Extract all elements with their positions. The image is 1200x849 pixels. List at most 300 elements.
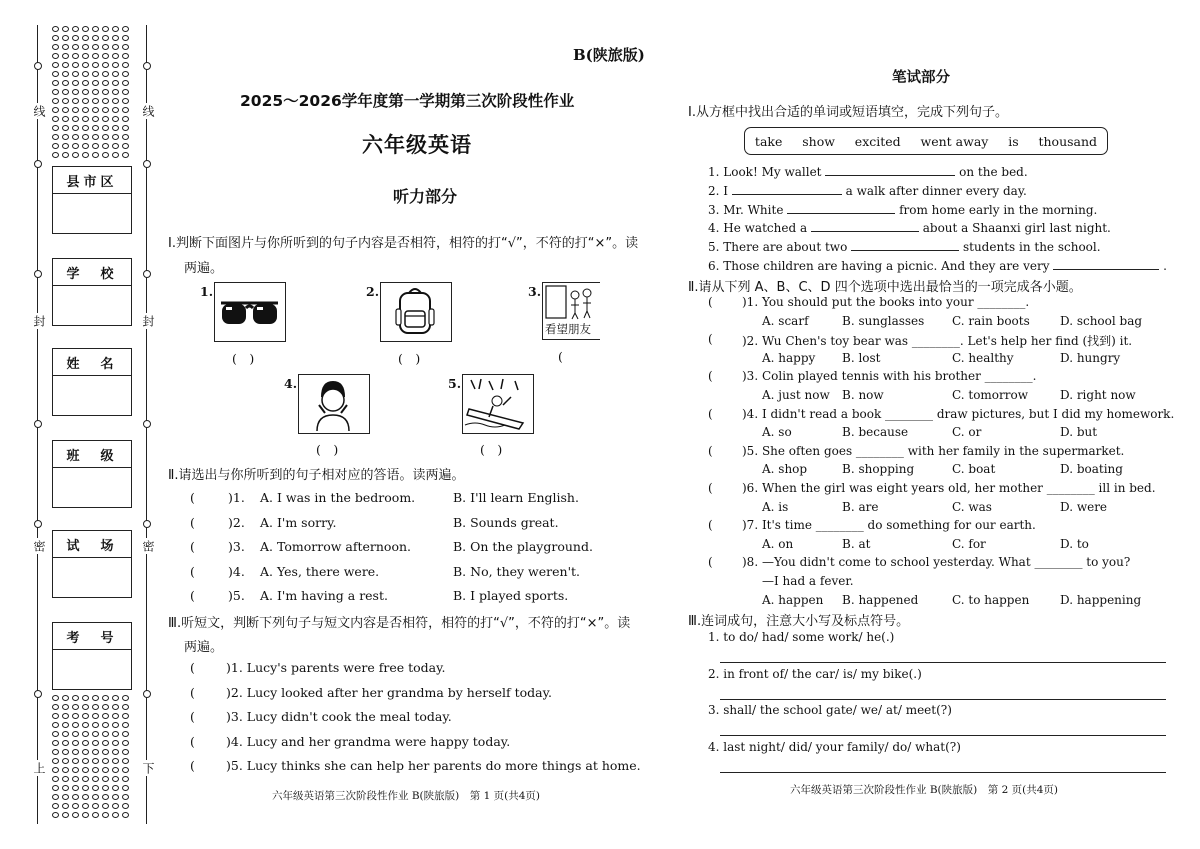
dot bbox=[92, 143, 99, 149]
choice-option[interactable]: B. sunglasses bbox=[842, 313, 925, 328]
dot bbox=[72, 107, 79, 113]
field-class[interactable] bbox=[52, 440, 132, 508]
dot bbox=[122, 776, 129, 782]
dot bbox=[62, 35, 69, 41]
answer-paren[interactable]: ( bbox=[708, 555, 713, 570]
dot bbox=[112, 44, 119, 50]
answer-paren[interactable]: ( bbox=[190, 490, 195, 505]
dot bbox=[122, 704, 129, 710]
dot bbox=[82, 785, 89, 791]
sentence-start: 4. He watched a bbox=[708, 221, 808, 236]
dot bbox=[72, 704, 79, 710]
dot bbox=[62, 785, 69, 791]
dot bbox=[72, 89, 79, 95]
dot bbox=[52, 116, 59, 122]
dot bbox=[62, 89, 69, 95]
dot bbox=[102, 143, 109, 149]
dot bbox=[112, 98, 119, 104]
dot bbox=[82, 62, 89, 68]
dot bbox=[92, 35, 99, 41]
dot bbox=[82, 35, 89, 41]
dot bbox=[92, 89, 99, 95]
dot bbox=[62, 767, 69, 773]
choice-option[interactable]: C. healthy bbox=[952, 350, 1014, 365]
choice-option[interactable]: C. for bbox=[952, 536, 986, 551]
dot bbox=[112, 116, 119, 122]
choice-option[interactable]: A. so bbox=[762, 425, 792, 440]
dot bbox=[102, 740, 109, 746]
instruction-listening-2: Ⅱ.请选出与你所听到的句子相对应的答语。读两遍。 bbox=[168, 468, 465, 483]
answer-blank[interactable] bbox=[825, 164, 955, 176]
answer-paren[interactable]: ( bbox=[190, 514, 195, 530]
schoolbag-icon bbox=[380, 282, 452, 342]
choice-option[interactable]: D. happening bbox=[1060, 592, 1142, 607]
choice-option[interactable]: D. hungry bbox=[1060, 350, 1121, 365]
dot bbox=[92, 758, 99, 764]
dot bbox=[102, 713, 109, 719]
binding-hole bbox=[34, 690, 42, 698]
dot bbox=[92, 116, 99, 122]
answer-blank[interactable] bbox=[787, 202, 895, 214]
field-label: 县市区 bbox=[53, 167, 131, 194]
dot bbox=[112, 722, 119, 728]
dot bbox=[102, 767, 109, 773]
dot bbox=[102, 26, 109, 32]
dot bbox=[62, 713, 69, 719]
dot bbox=[82, 134, 89, 140]
dot bbox=[72, 785, 79, 791]
dot bbox=[112, 695, 119, 701]
dot bbox=[52, 143, 59, 149]
instruction-written-2: Ⅱ.请从下列 A、B、C、D 四个选项中选出最恰当的一项完成各小题。 bbox=[688, 280, 1082, 295]
dot bbox=[102, 776, 109, 782]
binding-hole bbox=[143, 690, 151, 698]
answer-paren[interactable]: ( bbox=[190, 588, 195, 603]
dot bbox=[82, 44, 89, 50]
question-option-b: B. Sounds great. bbox=[453, 514, 559, 530]
choice-option[interactable]: A. shop bbox=[762, 462, 808, 477]
answer-paren[interactable]: ( bbox=[708, 481, 713, 495]
dot bbox=[52, 731, 59, 737]
answer-blank[interactable] bbox=[732, 183, 842, 195]
question-text: )8. —You didn't come to school yesterday. What ________ to you? bbox=[742, 555, 1131, 570]
dot bbox=[72, 125, 79, 131]
binding-hole bbox=[143, 420, 151, 428]
field-exam-room[interactable] bbox=[52, 530, 132, 598]
dot bbox=[52, 26, 59, 32]
fill-blank-sentence bbox=[708, 220, 1111, 235]
answer-blank[interactable] bbox=[811, 220, 919, 232]
answer-paren[interactable]: ( bbox=[190, 684, 195, 700]
dot bbox=[92, 812, 99, 818]
visiting-friends-icon bbox=[542, 282, 600, 340]
dot bbox=[62, 26, 69, 32]
dot bbox=[62, 134, 69, 140]
sentence-end: about a Shaanxi girl last night. bbox=[922, 221, 1111, 236]
dot bbox=[102, 794, 109, 800]
dot bbox=[52, 80, 59, 86]
dot bbox=[92, 44, 99, 50]
dot bbox=[82, 731, 89, 737]
dot bbox=[102, 98, 109, 104]
dot bbox=[92, 695, 99, 701]
field-county[interactable] bbox=[52, 166, 132, 234]
sentence-end: a walk after dinner every day. bbox=[845, 183, 1027, 198]
dot bbox=[112, 26, 119, 32]
dot bbox=[92, 740, 99, 746]
choice-option[interactable]: C. to happen bbox=[952, 592, 1030, 607]
dot bbox=[52, 794, 59, 800]
dot bbox=[82, 71, 89, 77]
page-footer-1: 六年级英语第三次阶段性作业 B(陕旅版) 第 1 页(共4页) bbox=[272, 790, 540, 802]
fill-blank-sentence bbox=[708, 258, 1167, 273]
instruction-written-1: Ⅰ.从方框中找出合适的单词或短语填空，完成下列句子。 bbox=[688, 105, 1008, 120]
choice-option[interactable]: C. tomorrow bbox=[952, 388, 1029, 402]
sentence-end: . bbox=[1163, 259, 1167, 273]
word-bank-word: take bbox=[754, 133, 783, 149]
dot bbox=[72, 749, 79, 755]
answer-line[interactable] bbox=[720, 772, 1166, 773]
answer-line[interactable] bbox=[720, 699, 1166, 700]
dot bbox=[82, 776, 89, 782]
word-bank-word: excited bbox=[854, 133, 901, 149]
dot bbox=[62, 116, 69, 122]
dot bbox=[72, 812, 79, 818]
field-label: 考 号 bbox=[53, 623, 131, 650]
dot bbox=[62, 758, 69, 764]
answer-paren[interactable]: ( bbox=[708, 406, 713, 421]
dot bbox=[72, 53, 79, 59]
reorder-prompt: 4. last night/ did/ your family/ do/ what(?) bbox=[708, 739, 961, 754]
dot bbox=[92, 53, 99, 59]
dot bbox=[112, 767, 119, 773]
picture-number: 2. bbox=[366, 284, 380, 299]
dot bbox=[72, 803, 79, 809]
choice-option[interactable]: A. happen bbox=[762, 592, 824, 607]
sentence-end: students in the school. bbox=[962, 240, 1101, 255]
choice-option[interactable]: A. happy bbox=[762, 350, 816, 365]
dot bbox=[52, 89, 59, 95]
dot bbox=[72, 62, 79, 68]
dot bbox=[122, 794, 129, 800]
answer-paren[interactable]: ( ) bbox=[398, 351, 421, 366]
dot bbox=[122, 803, 129, 809]
choice-option[interactable]: A. just now bbox=[762, 388, 830, 402]
dot bbox=[112, 713, 119, 719]
dot bbox=[102, 134, 109, 140]
dot bbox=[102, 758, 109, 764]
dot bbox=[62, 776, 69, 782]
statement-text: )5. Lucy thinks she can help her parents do more things at home. bbox=[226, 758, 641, 773]
fill-blank-sentence bbox=[708, 202, 1097, 217]
word-bank-word: thousand bbox=[1038, 133, 1098, 149]
instruction-listening-3-cont: 两遍。 bbox=[184, 640, 224, 655]
picture-number: 3. bbox=[528, 284, 542, 299]
choice-option[interactable]: B. now bbox=[842, 388, 884, 402]
question-option-b: B. On the playground. bbox=[453, 539, 593, 554]
dot bbox=[92, 722, 99, 728]
dot bbox=[112, 704, 119, 710]
field-exam-number[interactable] bbox=[52, 622, 132, 690]
dot bbox=[52, 803, 59, 809]
dot bbox=[52, 785, 59, 791]
word-bank-word: show bbox=[802, 133, 835, 149]
dot bbox=[82, 803, 89, 809]
answer-paren[interactable]: ( bbox=[558, 349, 563, 364]
field-school[interactable] bbox=[52, 258, 132, 326]
dot bbox=[82, 812, 89, 818]
sunglasses-icon bbox=[214, 282, 286, 342]
answer-blank[interactable] bbox=[851, 239, 959, 251]
subject-title: 六年级英语 bbox=[362, 133, 472, 157]
choice-option[interactable]: D. to bbox=[1060, 536, 1089, 551]
dot bbox=[72, 35, 79, 41]
dot bbox=[82, 152, 89, 158]
dot bbox=[112, 35, 119, 41]
dot bbox=[102, 731, 109, 737]
dot bbox=[122, 812, 129, 818]
binding-hole bbox=[34, 160, 42, 168]
dot bbox=[72, 695, 79, 701]
dot bbox=[72, 740, 79, 746]
dot bbox=[122, 758, 129, 764]
dot bbox=[122, 44, 129, 50]
dot bbox=[52, 776, 59, 782]
question-option-a: A. Yes, there were. bbox=[260, 563, 380, 579]
instruction-written-3: Ⅲ.连词成句，注意大小写及标点符号。 bbox=[688, 614, 910, 629]
choice-option[interactable]: C. or bbox=[952, 425, 982, 440]
sentence-start: 2. I bbox=[708, 183, 729, 198]
dot bbox=[122, 53, 129, 59]
dot bbox=[122, 71, 129, 77]
answer-paren[interactable]: ( bbox=[190, 539, 195, 554]
answer-paren[interactable]: ( bbox=[190, 563, 195, 579]
cut-label: 上 bbox=[32, 762, 46, 774]
dot bbox=[62, 143, 69, 149]
dot bbox=[122, 143, 129, 149]
question-option-a: )1. bbox=[228, 490, 245, 505]
cut-label: 线 bbox=[141, 105, 155, 117]
binding-hole bbox=[143, 520, 151, 528]
dot bbox=[112, 143, 119, 149]
dot bbox=[82, 767, 89, 773]
word-bank-box bbox=[744, 127, 1108, 155]
dot bbox=[92, 749, 99, 755]
fill-blank-sentence bbox=[708, 239, 1101, 254]
dot bbox=[62, 53, 69, 59]
dot bbox=[72, 143, 79, 149]
dot bbox=[72, 134, 79, 140]
answer-paren[interactable]: ( bbox=[190, 758, 195, 773]
question-text: )3. Colin played tennis with his brother ________. bbox=[742, 369, 1037, 384]
choice-option[interactable]: B. happened bbox=[842, 592, 919, 607]
dot bbox=[112, 107, 119, 113]
dot bbox=[112, 758, 119, 764]
choice-option[interactable]: A. is bbox=[762, 499, 789, 514]
answer-paren[interactable]: ( ) bbox=[232, 351, 255, 366]
field-label: 班 级 bbox=[53, 441, 131, 468]
choice-option[interactable]: A. on bbox=[762, 536, 794, 551]
dot bbox=[72, 44, 79, 50]
sentence-start: 5. There are about two bbox=[708, 240, 848, 255]
dot bbox=[102, 35, 109, 41]
sentence-start: 3. Mr. White bbox=[708, 202, 784, 217]
choice-option[interactable]: D. right now bbox=[1060, 388, 1136, 402]
question-option-a: A. I'm sorry. bbox=[260, 514, 337, 530]
dot bbox=[82, 749, 89, 755]
answer-paren[interactable]: ( bbox=[190, 709, 195, 724]
answer-paren[interactable]: ( bbox=[190, 733, 195, 749]
dot bbox=[102, 89, 109, 95]
dot bbox=[102, 125, 109, 131]
question-option-b: B. I played sports. bbox=[453, 588, 569, 603]
dot bbox=[122, 26, 129, 32]
dot bbox=[102, 803, 109, 809]
question-option-a: )5. bbox=[228, 588, 245, 603]
choice-option[interactable]: D. school bag bbox=[1060, 313, 1143, 328]
dot bbox=[102, 107, 109, 113]
answer-line[interactable] bbox=[720, 735, 1166, 736]
dot bbox=[62, 803, 69, 809]
dot bbox=[92, 713, 99, 719]
cut-label: 下 bbox=[141, 762, 155, 774]
instruction-listening-1: Ⅰ.判断下面图片与你所听到的句子内容是否相符，相符的打“√”，不符的打“×”。读 bbox=[168, 236, 639, 251]
answer-paren[interactable]: ( bbox=[708, 369, 713, 384]
answer-paren[interactable]: ( bbox=[190, 660, 195, 675]
exam-title: 2025～2026学年度第一学期第三次阶段性作业 bbox=[240, 92, 575, 110]
answer-paren[interactable]: ( bbox=[708, 443, 713, 458]
choice-option[interactable]: D. were bbox=[1060, 499, 1108, 514]
dot bbox=[102, 44, 109, 50]
dot bbox=[92, 152, 99, 158]
dot bbox=[122, 98, 129, 104]
field-name[interactable] bbox=[52, 348, 132, 416]
reorder-prompt: 3. shall/ the school gate/ we/ at/ meet(?) bbox=[708, 703, 952, 717]
answer-paren[interactable]: ( bbox=[708, 518, 713, 533]
dot bbox=[102, 695, 109, 701]
dot bbox=[82, 713, 89, 719]
choice-option[interactable]: C. boat bbox=[952, 462, 996, 477]
dot bbox=[122, 116, 129, 122]
dot bbox=[82, 53, 89, 59]
dot bbox=[92, 803, 99, 809]
dot bbox=[82, 704, 89, 710]
answer-paren[interactable]: ( ) bbox=[316, 442, 339, 457]
field-label: 试 场 bbox=[53, 531, 131, 558]
cut-label: 密 bbox=[141, 540, 155, 552]
dot bbox=[62, 812, 69, 818]
question-option-a: )2. bbox=[228, 514, 245, 530]
dot bbox=[92, 71, 99, 77]
choice-option[interactable]: D. boating bbox=[1060, 462, 1123, 477]
instruction-listening-1-cont: 两遍。 bbox=[184, 261, 224, 276]
question-text: )7. It's time ________ do something for our earth. bbox=[742, 518, 1036, 533]
answer-paren[interactable]: ( bbox=[708, 332, 713, 347]
dot bbox=[112, 80, 119, 86]
dot bbox=[102, 80, 109, 86]
choice-option[interactable]: B. because bbox=[842, 425, 909, 440]
fill-blank-sentence bbox=[708, 183, 1027, 198]
choice-option[interactable]: B. shopping bbox=[842, 462, 915, 477]
dot bbox=[112, 785, 119, 791]
dot bbox=[122, 722, 129, 728]
dot bbox=[72, 80, 79, 86]
dot bbox=[112, 89, 119, 95]
dot bbox=[122, 740, 129, 746]
dot bbox=[92, 80, 99, 86]
dot bbox=[92, 134, 99, 140]
choice-option[interactable]: B. at bbox=[842, 536, 871, 551]
dot bbox=[52, 125, 59, 131]
dot bbox=[62, 80, 69, 86]
reorder-prompt: 1. to do/ had/ some work/ he(.) bbox=[708, 630, 895, 644]
dot bbox=[62, 71, 69, 77]
answer-blank[interactable] bbox=[1053, 258, 1159, 270]
dot bbox=[82, 695, 89, 701]
dot bbox=[82, 26, 89, 32]
dot bbox=[112, 71, 119, 77]
dot bbox=[62, 794, 69, 800]
dot bbox=[52, 812, 59, 818]
choice-option[interactable]: B. lost bbox=[842, 350, 881, 365]
dot bbox=[102, 62, 109, 68]
dot bbox=[52, 767, 59, 773]
choice-option[interactable]: C. was bbox=[952, 499, 992, 514]
dot bbox=[72, 713, 79, 719]
dot bbox=[72, 722, 79, 728]
choice-option[interactable]: D. but bbox=[1060, 425, 1098, 440]
dot bbox=[122, 134, 129, 140]
binding-hole bbox=[34, 270, 42, 278]
choice-option[interactable]: A. scarf bbox=[762, 313, 809, 328]
answer-line[interactable] bbox=[720, 662, 1166, 663]
dot bbox=[102, 71, 109, 77]
dot bbox=[72, 71, 79, 77]
fill-blank-sentence bbox=[708, 164, 1028, 179]
choice-option[interactable]: C. rain boots bbox=[952, 313, 1030, 328]
dot bbox=[82, 80, 89, 86]
dot bbox=[52, 62, 59, 68]
dot bbox=[112, 749, 119, 755]
picture-number: 1. bbox=[200, 284, 214, 299]
dot bbox=[62, 125, 69, 131]
dot bbox=[102, 116, 109, 122]
dot bbox=[62, 98, 69, 104]
dot bbox=[112, 803, 119, 809]
dot bbox=[112, 152, 119, 158]
dot bbox=[92, 767, 99, 773]
dot bbox=[92, 704, 99, 710]
choice-option[interactable]: B. are bbox=[842, 499, 879, 514]
dot bbox=[112, 812, 119, 818]
question-option-b: B. No, they weren't. bbox=[453, 563, 581, 579]
answer-paren[interactable]: ( bbox=[708, 295, 713, 309]
question-option-a: A. I was in the bedroom. bbox=[260, 490, 416, 505]
dot bbox=[122, 767, 129, 773]
page-footer-2: 六年级英语第三次阶段性作业 B(陕旅版) 第 2 页(共4页) bbox=[790, 784, 1058, 796]
dot bbox=[122, 785, 129, 791]
dot bbox=[112, 740, 119, 746]
answer-paren[interactable]: ( ) bbox=[480, 442, 503, 457]
statement-text: )1. Lucy's parents were free today. bbox=[226, 660, 446, 675]
dot bbox=[92, 107, 99, 113]
cut-label: 密 bbox=[32, 540, 46, 552]
dot bbox=[112, 134, 119, 140]
dot bbox=[52, 704, 59, 710]
dot bbox=[62, 107, 69, 113]
dot bbox=[72, 794, 79, 800]
dot bbox=[62, 44, 69, 50]
